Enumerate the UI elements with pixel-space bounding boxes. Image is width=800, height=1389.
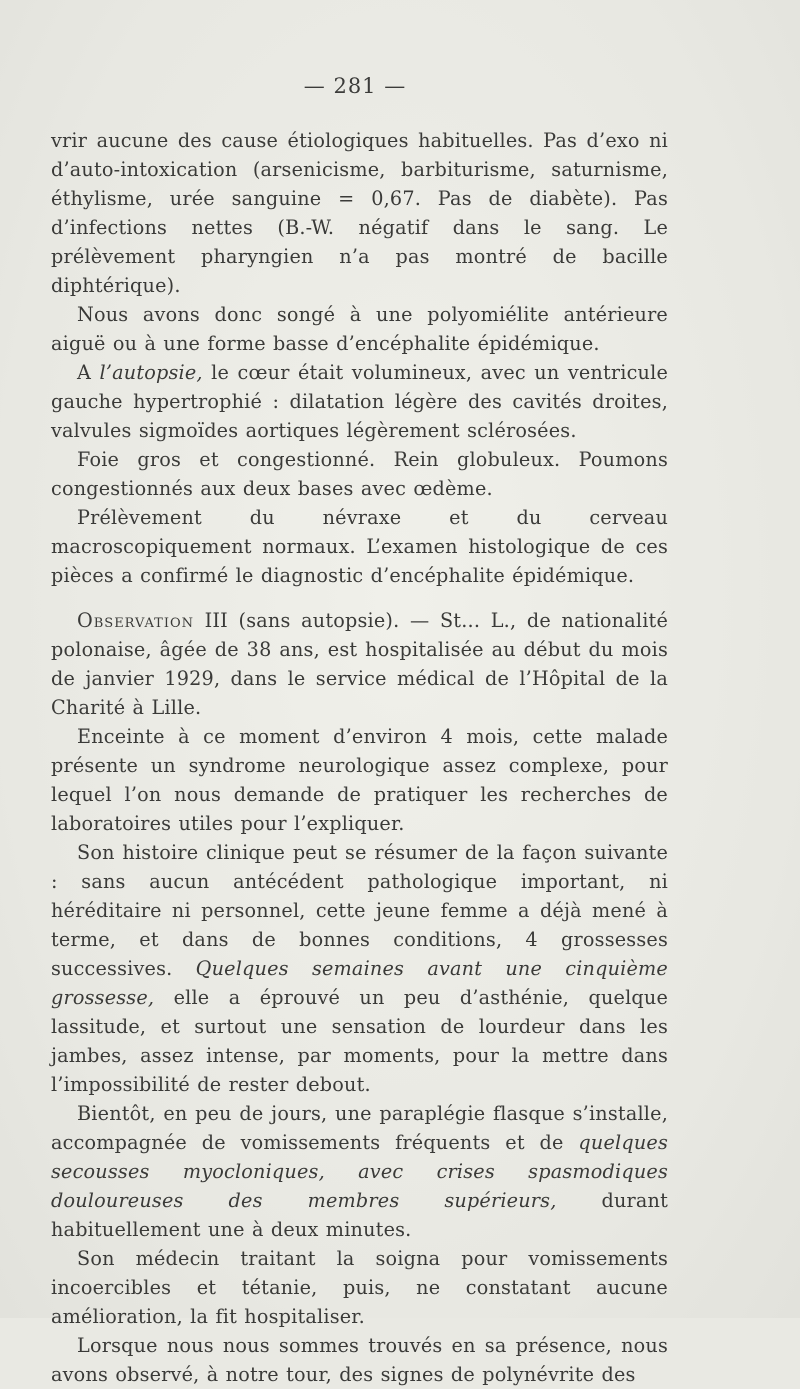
page-number: — 281 — [303, 74, 407, 98]
paragraph-text: Bientôt, en peu de jours, une paraplégie flasque s’installe, accompagnée de vomissements fréquents et de [51, 1102, 668, 1154]
paragraph-continuation [51, 126, 668, 300]
paragraph-diagnosis [51, 300, 668, 358]
italic-text: l’autopsie, [99, 361, 203, 384]
paragraph-text: Lorsque nous nous sommes trouvés en sa présence, nous avons observé, à notre tour, des signes de polynévrite des [51, 1334, 668, 1386]
paragraph-autopsy [51, 358, 668, 445]
paragraph-text: Son histoire clinique peut se résumer de la façon suivante : sans aucun antécédent pathologique important, ni héréditaire ni personnel, cette jeune femme a déjà mené à terme, et dans de bonnes conditions, 4 grossesses successives. [51, 841, 668, 980]
paragraph-organs [51, 445, 668, 503]
paragraph-histology [51, 503, 668, 590]
paragraph-pregnancy [51, 722, 668, 838]
paragraph-text: Enceinte à ce moment d’environ 4 mois, cette malade présente un syndrome neurologique assez complexe, pour lequel l’on nous demande de pratiquer les recherches de laboratoires utiles pour l’expliquer. [51, 725, 668, 835]
paragraph-text: durant habituellement une à deux minutes. [51, 1189, 668, 1241]
body-text [51, 126, 668, 1389]
paragraph-text: le cœur était volumineux, avec un ventricule gauche hypertrophié : dilatation légère des cavités droites, valvules sigmoïdes aortiques légèrement sclérosées. [51, 361, 669, 442]
italic-text: quelques secousses myocloniques, avec crises spasmodiques douloureuses des membres supérieurs, [51, 1131, 668, 1212]
paragraph-text: A [77, 361, 100, 384]
section-gap [51, 590, 668, 606]
paragraph-observation-end [51, 1331, 668, 1389]
paragraph-text: vrir aucune des cause étiologiques habituelles. Pas d’exo ni d’auto-intoxication (arsenicisme, barbiturisme, saturnisme, éthylisme, urée sanguine = 0,67. Pas de diabète). Pas d’infections nettes (B.-W. négatif dans le sang. Le prélèvement pharyngien n’a pas montré de bacille diphtérique). [51, 129, 668, 297]
italic-text: Quelques semaines avant une cinquième grossesse, [51, 957, 668, 1009]
paragraph-text: Prélèvement du névraxe et du cerveau macroscopiquement normaux. L’examen histologique de ces pièces a confirmé le diagnostic d’encéphalite épidémique. [51, 506, 668, 587]
paragraph-text: Foie gros et congestionné. Rein globuleux. Poumons congestionnés aux deux bases avec œdème. [51, 448, 668, 500]
paragraph-paraplegia [51, 1099, 668, 1244]
paragraph-observation-heading [51, 606, 668, 722]
paragraph-text: elle a éprouvé un peu d’asthénie, quelque lassitude, et surtout une sensation de lourdeur dans les jambes, assez intense, par moments, pour la mettre dans l’impossibilité de rester debout. [51, 986, 668, 1096]
paragraph-text: III (sans autopsie). — St... L., de nationalité polonaise, âgée de 38 ans, est hospitalisée au début du mois de janvier 1929, dans le service médical de l’Hôpital de la Charité à Lille. [51, 609, 668, 719]
observation-label: Observation [77, 609, 195, 632]
paragraph-text: Son médecin traitant la soigna pour vomissements incoercibles et tétanie, puis, ne constatant aucune amélioration, la fit hospitaliser. [51, 1247, 668, 1328]
paragraph-history [51, 838, 668, 1099]
paragraph-text: Nous avons donc songé à une polyomiélite antérieure aiguë ou à une forme basse d’encéphalite épidémique. [51, 303, 668, 355]
